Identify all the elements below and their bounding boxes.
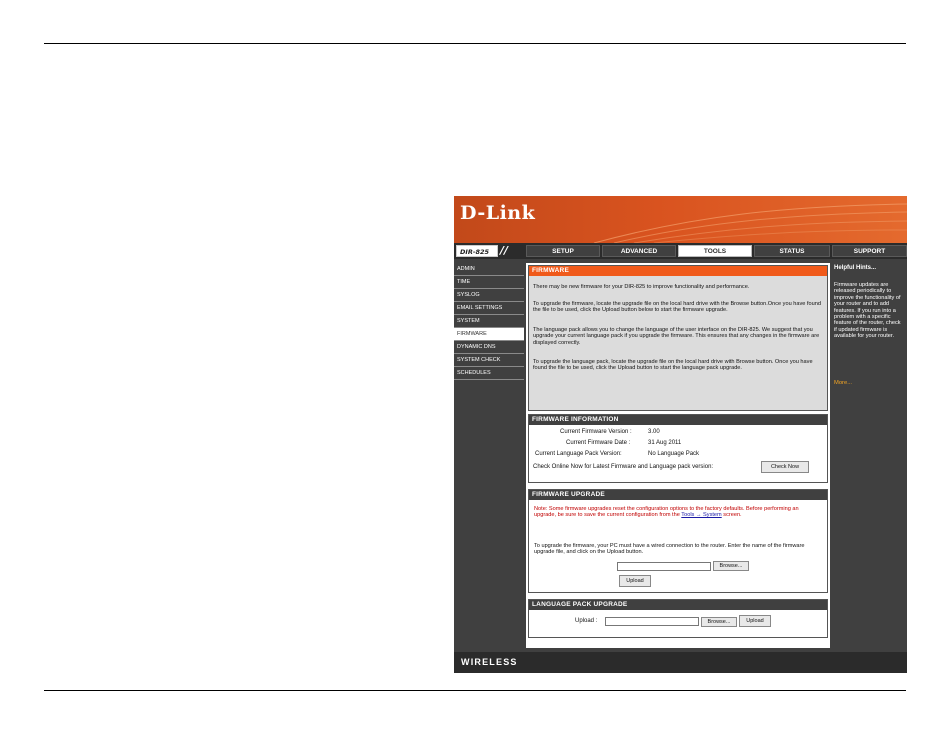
language-pack-upgrade-section [528,599,828,638]
language-pack-text: The language pack allows you to change the language of the user interface on the DIR-825. We suggest that you upgrade your current language pack if you upgrade the firmware. This ensures that any changes in the firmware are displayed correctly. [533,327,820,346]
bottom-rule [44,690,906,691]
language-pack-instructions: To upgrade the language pack, locate the upgrade file on the local hard drive with Browse button. Once you have found the file to be used, click the Upload button to start the language pack upgrade. [533,359,813,372]
check-online-label: Check Online Now for Latest Firmware and Language pack version: [533,464,714,470]
firmware-date-value: 31 Aug 2011 [648,440,682,446]
router-screenshot [454,196,907,673]
dlink-banner [454,196,907,243]
language-upload-button[interactable]: Upload [739,615,771,627]
sidebar-item-admin[interactable]: ADMIN [454,263,524,276]
sidebar-item-system[interactable]: SYSTEM [454,315,524,328]
language-pack-version-value: No Language Pack [648,451,700,457]
sidebar-item-schedules[interactable]: SCHEDULES [454,367,524,380]
tab-tools[interactable]: TOOLS [678,245,752,257]
language-upload-label: Upload : [575,618,598,624]
firmware-upgrade-instruction: To upgrade the firmware, your PC must have a wired connection to the router. Enter the name of the firmware upgrade file, and click on the Upload button. [534,543,805,556]
model-label: DIR-825 [456,245,498,257]
firmware-date-label: Current Firmware Date : [566,440,631,446]
helpful-hints-text: Firmware updates are released periodically to improve the functionality of your router and to add features. If you run into a problem with a specific feature of the router, check if updated firmware is available for your router. [834,282,901,340]
firmware-upgrade-section [528,489,828,593]
tools-system-link[interactable]: Tools → System [681,512,722,519]
language-browse-button[interactable]: Browse... [701,617,737,627]
language-pack-upgrade-title: LANGUAGE PACK UPGRADE [529,600,827,610]
top-navigation [454,243,907,259]
firmware-intro-text: There may be new firmware for your DIR-825 to improve functionality and performance. [533,284,750,290]
sidebar-item-email-settings[interactable]: EMAIL SETTINGS [454,302,524,315]
check-now-button[interactable]: Check Now [761,461,809,473]
firmware-version-label: Current Firmware Version : [560,429,632,435]
sidebar-item-dynamic-dns[interactable]: DYNAMIC DNS [454,341,524,354]
wireless-label: WIRELESS [461,657,518,667]
language-pack-version-label: Current Language Pack Version: [535,451,622,457]
main-content [526,263,830,648]
sidebar-item-syslog[interactable]: SYSLOG [454,289,524,302]
firmware-file-input[interactable] [617,562,711,571]
tab-advanced[interactable]: ADVANCED [602,245,676,257]
firmware-version-value: 3.00 [648,429,660,435]
firmware-upgrade-note [534,506,820,519]
firmware-browse-button[interactable]: Browse... [713,561,749,571]
helpful-hints-panel [832,263,907,648]
firmware-intro-section [528,265,828,411]
model-divider-icon: // [500,244,509,257]
wireless-footer [454,652,907,673]
sidebar-item-time[interactable]: TIME [454,276,524,289]
sidebar-menu [454,263,524,648]
firmware-upload-button[interactable]: Upload [619,575,651,587]
sidebar-item-firmware[interactable]: FIRMWARE [454,328,524,341]
sidebar-item-system-check[interactable]: SYSTEM CHECK [454,354,524,367]
firmware-information-title: FIRMWARE INFORMATION [529,415,827,425]
firmware-section-title: FIRMWARE [529,266,827,276]
helpful-hints-title: Helpful Hints... [834,265,876,271]
tab-setup[interactable]: SETUP [526,245,600,257]
note-text-end: screen. [721,512,742,519]
more-hints-link[interactable]: More... [834,380,853,386]
firmware-upgrade-instructions: To upgrade the firmware, locate the upgrade file on the local hard drive with the Browse button.Once you have found the file to be used, click the Upload button below to start the firmware upgrade. [533,301,821,314]
firmware-information-section [528,414,828,483]
dlink-logo: D-Link [460,202,536,224]
tab-status[interactable]: STATUS [754,245,830,257]
top-rule [44,43,906,44]
language-file-input[interactable] [605,617,699,626]
tab-support[interactable]: SUPPORT [832,245,907,257]
note-text: Note: Some firmware upgrades reset the configuration options to the factory defaults. Before performing an upgrade, be sure to save the current configuration from the [534,506,799,519]
firmware-upgrade-title: FIRMWARE UPGRADE [529,490,827,500]
